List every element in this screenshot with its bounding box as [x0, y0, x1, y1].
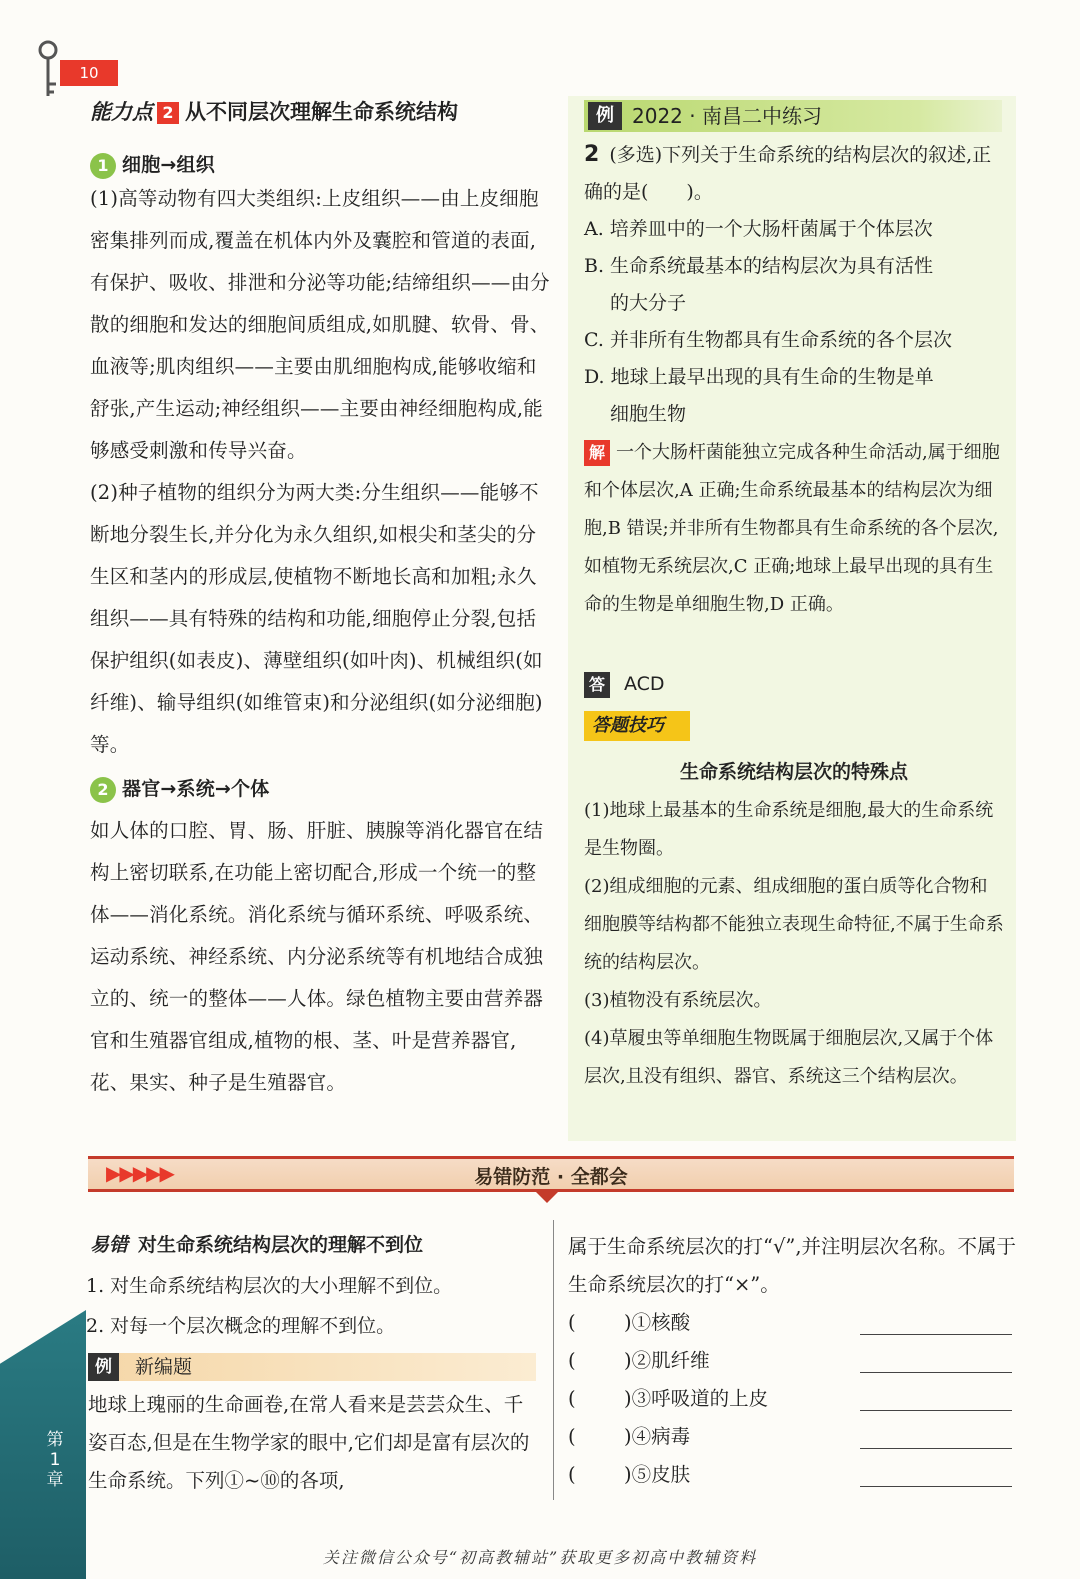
left-column: [90, 154, 552, 1104]
marking-item: [568, 1380, 1020, 1418]
error-item: 2. 对每一个层次概念的理解不到位。: [86, 1315, 396, 1337]
question-number: 2: [584, 142, 600, 167]
chapter-tab: [0, 1310, 86, 1579]
subheading-2: [90, 768, 552, 810]
solution: [584, 434, 1004, 624]
marking-label: )②肌纤维: [624, 1349, 710, 1372]
marking-label: )③呼吸道的上皮: [624, 1387, 769, 1410]
marking-paren: (: [568, 1425, 576, 1448]
subheading-1-title: 细胞→组织: [122, 154, 215, 176]
chapter-label: 第1章: [46, 1430, 64, 1490]
subheading-1: [90, 144, 215, 186]
example2-header: [88, 1353, 536, 1381]
banner-arrows: ▶▶▶▶▶: [106, 1161, 173, 1185]
marking-paren: (: [568, 1463, 576, 1486]
option-b: B. 生命系统最基本的结构层次为具有活性: [584, 255, 934, 277]
subheading-1-number: 1: [90, 153, 116, 179]
error-title: 对生命系统结构层次的理解不到位: [138, 1234, 424, 1256]
example-header: [584, 100, 1002, 132]
section-label: 能力点: [90, 100, 153, 124]
example2-text: 地球上瑰丽的生命画卷,在常人看来是芸芸众生、千姿百态,但是在生物学家的眼中,它们却是富有层次的生命系统。下列①~⑩的各项,: [88, 1393, 530, 1492]
question-stem: (多选)下列关于生命系统的结构层次的叙述,正确的是( )。: [584, 144, 992, 203]
answer-tag: 答: [584, 672, 610, 698]
marking-paren: (: [568, 1349, 576, 1372]
option-d: D. 地球上最早出现的具有生命的生物是单: [584, 366, 934, 388]
error-heading: [90, 1230, 423, 1257]
answer-blank[interactable]: [860, 1486, 1012, 1487]
footer-watermark: 关注微信公众号“初高教辅站”获取更多初高中教辅资料: [322, 1548, 758, 1567]
tip-item: (2)组成细胞的元素、组成细胞的蛋白质等化合物和细胞膜等结构都不能独立表现生命特征,不属于生命系统的结构层次。: [584, 876, 1004, 973]
example-title: 2022 · 南昌二中练习: [632, 104, 822, 128]
error-label: 易错: [90, 1234, 129, 1256]
tips-label: [584, 711, 690, 741]
section-heading: [90, 96, 458, 126]
section-number: 2: [157, 102, 179, 124]
marking-question: [568, 1228, 1020, 1494]
tip-item: (4)草履虫等单细胞生物既属于细胞层次,又属于个体层次,且没有组织、器官、系统这三个结构层次。: [584, 1028, 994, 1087]
solution-tag: 解: [584, 440, 610, 466]
paragraph-organ-system: 如人体的口腔、胃、肠、肝脏、胰腺等消化器官在结构上密切联系,在功能上密切配合,形成一个统一的整体——消化系统。消化系统与循环系统、呼吸系统、运动系统、神经系统、内分泌系统等有机地结合成独立的、统一的整体——人体。绿色植物主要由营养器官和生殖器官组成,植物的根、茎、叶是营养器官,花、果实、种子是生殖器官。: [90, 819, 544, 1094]
answer-blank[interactable]: [860, 1372, 1012, 1373]
tips-list: [584, 792, 1004, 1096]
mistake-banner: [88, 1156, 1014, 1192]
tips-label-text: 答题技巧: [592, 715, 664, 736]
error-item: 1. 对生命系统结构层次的大小理解不到位。: [86, 1275, 453, 1297]
marking-item: [568, 1342, 1020, 1380]
marking-item: [568, 1456, 1020, 1494]
column-divider: [553, 1220, 554, 1500]
answer: [584, 668, 665, 700]
marking-label: )④病毒: [624, 1425, 691, 1448]
tip-item: (3)植物没有系统层次。: [584, 990, 772, 1011]
error-list: [86, 1266, 546, 1346]
paragraph-animal-tissues: (1)高等动物有四大类组织:上皮组织——由上皮细胞密集排列而成,覆盖在机体内外及囊腔和管道的表面,有保护、吸收、排泄和分泌等功能;结缔组织——由分散的细胞和发达的细胞间质组成,如肌腱、软骨、骨、血液等;肌肉组织——主要由肌细胞构成,能够收缩和舒张,产生运动;神经组织——主要由神经细胞构成,能够感受刺激和传导兴奋。: [90, 187, 550, 462]
example2-body: [88, 1386, 538, 1500]
subheading-2-title: 器官→系统→个体: [122, 778, 270, 800]
answer-text: ACD: [624, 673, 665, 695]
answer-blank[interactable]: [860, 1448, 1012, 1449]
paragraph-plant-tissues: (2)种子植物的组织分为两大类:分生组织——能够不断地分裂生长,并分化为永久组织,如根尖和茎尖的分生区和茎内的形成层,使植物不断地长高和加粗;永久组织——具有特殊的结构和功能,细胞停止分裂,包括保护组织(如表皮)、薄壁组织(如叶肉)、机械组织(如纤维)、输导组织(如维管束)和分泌组织(如分泌细胞)等。: [90, 481, 543, 756]
tips-title: 生命系统结构层次的特殊点: [679, 761, 908, 783]
answer-blank[interactable]: [860, 1410, 1012, 1411]
marking-paren: (: [568, 1387, 576, 1410]
marking-label: )⑤皮肤: [624, 1463, 691, 1486]
example-badge: 例: [588, 102, 622, 130]
option-d-cont: 细胞生物: [610, 403, 687, 425]
banner-notch: [533, 1189, 561, 1203]
solution-text: 一个大肠杆菌能独立完成各种生命活动,属于细胞和个体层次,A 正确;生命系统最基本的结构层次为细胞,B 错误;并非所有生物都具有生命系统的各个层次,如植物无系统层次,C 正确;地球上最早出现的具有生命的生物是单细胞生物,D 正确。: [584, 442, 1000, 615]
marking-label: )①核酸: [624, 1311, 691, 1334]
option-c: C. 并非所有生物都具有生命系统的各个层次: [584, 329, 952, 351]
marking-intro: 属于生命系统层次的打“√”,并注明层次名称。不属于生命系统层次的打“×”。: [568, 1235, 1017, 1296]
marking-item: [568, 1418, 1020, 1456]
tip-item: (1)地球上最基本的生命系统是细胞,最大的生命系统是生物圈。: [584, 800, 994, 859]
question: [584, 136, 1004, 433]
marking-item: [568, 1304, 1020, 1342]
option-b-cont: 的大分子: [610, 292, 687, 314]
subheading-2-number: 2: [90, 777, 116, 803]
answer-blank[interactable]: [860, 1334, 1012, 1335]
example2-title: 新编题: [135, 1356, 193, 1378]
banner-title: 易错防范 · 全都会: [474, 1166, 628, 1188]
example2-badge: 例: [88, 1353, 119, 1381]
section-title: 从不同层次理解生命系统结构: [185, 100, 458, 124]
page-number: 10: [60, 60, 118, 86]
option-a: A. 培养皿中的一个大肠杆菌属于个体层次: [584, 218, 933, 240]
marking-paren: (: [568, 1311, 576, 1334]
